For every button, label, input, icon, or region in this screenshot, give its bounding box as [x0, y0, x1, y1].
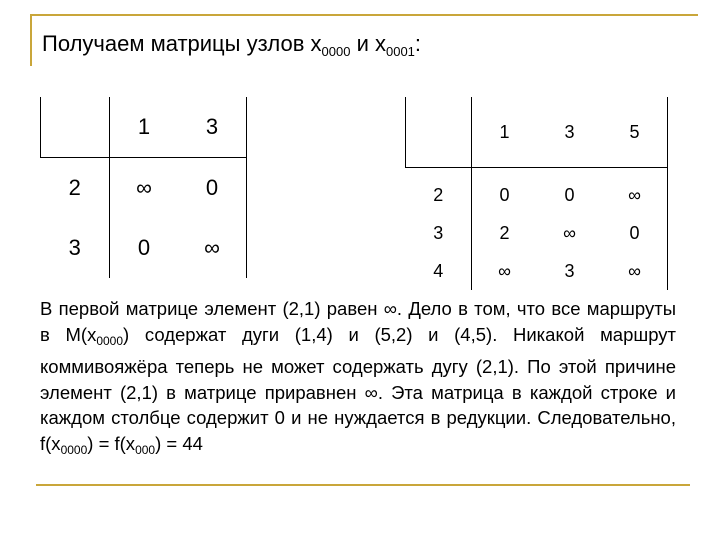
matrix-2-cell: 2: [499, 222, 510, 243]
frame-top-line: [30, 14, 698, 16]
para-sub-2: 0000: [60, 442, 88, 457]
slide-title: [42, 31, 421, 59]
matrix-2-col-header: 5: [602, 97, 668, 168]
matrix-1-corner: [41, 97, 110, 158]
matrix-1-row: [41, 158, 247, 219]
matrix-2-row: [406, 168, 668, 215]
matrix-2-cell: ∞: [498, 260, 511, 281]
title-sub2: 0001: [385, 44, 415, 59]
para-sub-1: 0000: [96, 333, 124, 348]
matrix-1-cell: 0: [137, 235, 151, 260]
para-text-2: ) содержат дуги (1,4) и (5,2) и (4,5). Никакой маршрут коммивояжёра теперь не может содержать дугу (2,1). По этой причине элемент (2,1) в матрице приравнен ∞. Эта матрица в каждой строке и каждом столбце содержит 0 и не нуждается в редукции. Следовательно, f(x: [40, 323, 677, 454]
matrix-2-row: [406, 252, 668, 290]
matrix-2-row-header: 4: [406, 252, 472, 290]
explanation-paragraph: [40, 296, 676, 463]
matrix-2-cell: 0: [564, 184, 575, 205]
matrix-1-cell: ∞: [178, 218, 247, 278]
matrix-2-cell: ∞: [602, 168, 668, 215]
frame-left-line: [30, 14, 32, 66]
matrix-1-col-header: 1: [110, 97, 179, 158]
matrix-1-row-header: 2: [41, 158, 110, 219]
title-suffix: :: [414, 31, 422, 56]
matrix-2-header-row: [406, 97, 668, 168]
matrix-2-cell: ∞: [563, 222, 576, 243]
matrix-2-row: [406, 214, 668, 252]
title-sub1: 0000: [321, 44, 351, 59]
matrix-2-row-header: 2: [406, 168, 472, 215]
matrix-2-cell: 0: [602, 214, 668, 252]
matrix-2-cell: 3: [564, 260, 575, 281]
title-middle: и x: [350, 31, 386, 56]
matrix-1: [40, 97, 247, 278]
matrix-1-col-header: 3: [178, 97, 247, 158]
para-text-1: В первой матрице элемент (2,1) равен ∞. Дело в том, что все маршруты в M(x: [40, 298, 676, 345]
title-prefix: Получаем матрицы узлов x: [42, 31, 322, 56]
matrix-2-row-header: 3: [406, 214, 472, 252]
matrix-1-row: [41, 218, 247, 278]
matrix-2-cell: ∞: [602, 252, 668, 290]
matrix-1-cell: ∞: [136, 175, 152, 200]
para-text-4: ) = 44: [155, 432, 203, 454]
matrix-2-col-header: 1: [472, 97, 538, 168]
matrix-2-corner: [406, 97, 472, 168]
matrix-2-cell: 0: [499, 184, 510, 205]
matrix-2: [405, 97, 668, 290]
para-text-3: ) = f(x: [87, 432, 136, 454]
matrix-1-row-header: 3: [41, 218, 110, 278]
matrix-2-col-header: 3: [537, 97, 602, 168]
matrix-1-cell: 0: [178, 158, 247, 219]
matrix-1-header-row: [41, 97, 247, 158]
para-sub-3: 000: [135, 442, 156, 457]
frame-bottom-line: [36, 484, 690, 486]
